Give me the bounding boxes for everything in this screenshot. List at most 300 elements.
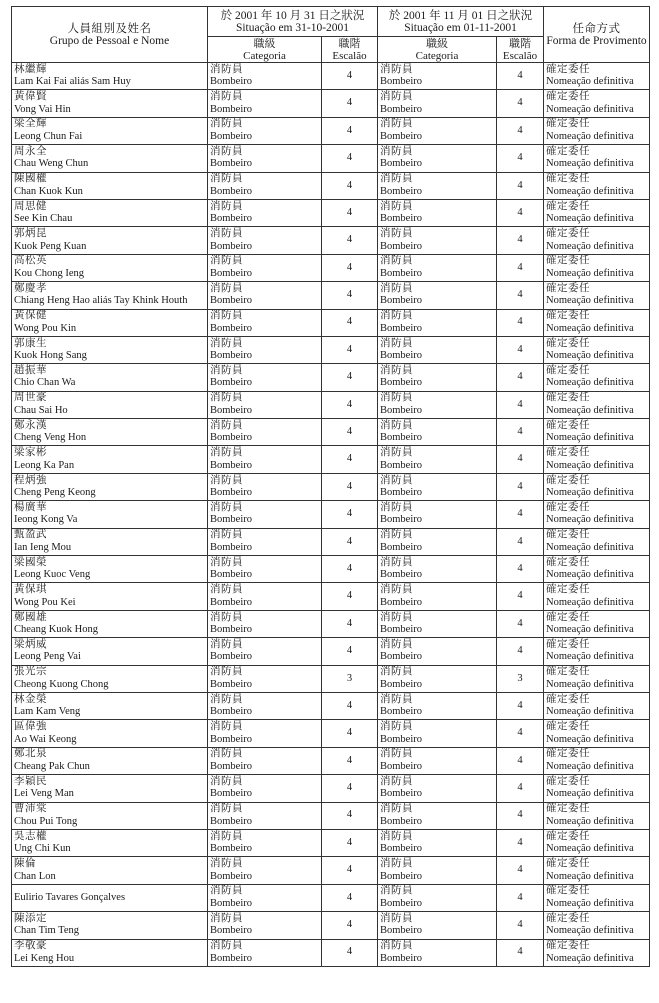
category-before-pt: Categoria <box>243 49 286 62</box>
method-zh: 確定委任 <box>546 611 591 623</box>
level-after-pt: Escalão <box>502 49 538 62</box>
category-pt: Bombeiro <box>210 843 252 855</box>
method-cell <box>544 90 650 117</box>
method-zh: 確定委任 <box>546 638 591 650</box>
method-pt: Nomeação definitiva <box>546 733 634 745</box>
level-after-cell: 4 <box>497 610 544 637</box>
method-zh: 確定委任 <box>546 584 591 596</box>
method-pt: Nomeação definitiva <box>546 624 634 635</box>
method-cell <box>544 145 650 172</box>
category-before-cell <box>208 227 322 254</box>
category-pt: Bombeiro <box>380 322 422 334</box>
category-pt: Bombeiro <box>210 952 252 964</box>
name-pt: Wong Pou Kin <box>14 322 77 334</box>
category-zh: 消防員 <box>210 200 243 212</box>
category-zh: 消防員 <box>210 91 243 103</box>
category-after-cell <box>378 90 497 117</box>
level-before-cell: 4 <box>322 391 378 418</box>
name-header-pt: Grupo de Pessoal e Nome <box>49 34 170 47</box>
name-zh: 趙振華 <box>14 364 47 376</box>
category-pt: Bombeiro <box>380 596 422 608</box>
name-zh: 梁國榮 <box>14 556 47 568</box>
category-zh: 消防員 <box>380 310 413 322</box>
name-pt: Ian Ieng Mou <box>14 541 72 553</box>
method-cell <box>544 254 650 281</box>
table-row <box>12 282 650 309</box>
level-before-cell: 4 <box>322 692 378 719</box>
name-zh: 郭炳昆 <box>14 228 47 240</box>
method-cell <box>544 829 650 856</box>
category-zh: 消防員 <box>210 118 243 130</box>
name-cell <box>12 638 208 665</box>
category-zh: 消防員 <box>210 556 243 568</box>
method-cell <box>544 501 650 528</box>
level-after-cell: 4 <box>497 556 544 583</box>
category-after-cell <box>378 692 497 719</box>
method-pt: Nomeação definitiva <box>546 870 634 882</box>
method-zh: 確定委任 <box>546 255 591 267</box>
category-before-cell <box>208 117 322 144</box>
situation-before-header <box>208 7 378 37</box>
method-pt: Nomeação definitiva <box>546 350 634 362</box>
name-pt: Cheang Pak Chun <box>14 760 90 772</box>
category-pt: Bombeiro <box>380 788 422 800</box>
name-pt: Cheang Kuok Hong <box>14 624 98 635</box>
category-after-cell <box>378 419 497 446</box>
category-after-cell <box>378 364 497 391</box>
name-zh: 楊廣華 <box>14 501 47 513</box>
method-zh: 確定委任 <box>546 392 591 404</box>
method-zh: 確定委任 <box>546 803 591 815</box>
name-zh: 陳國權 <box>14 173 47 185</box>
method-cell <box>544 309 650 336</box>
category-pt: Bombeiro <box>380 651 422 663</box>
method-cell <box>544 665 650 692</box>
category-zh: 消防員 <box>380 200 413 212</box>
name-zh: 張光宗 <box>14 666 47 678</box>
method-pt: Nomeação definitiva <box>546 541 634 553</box>
category-before-cell <box>208 199 322 226</box>
category-pt: Bombeiro <box>210 487 252 499</box>
category-pt: Bombeiro <box>210 213 252 225</box>
level-after-cell: 4 <box>497 364 544 391</box>
category-before-cell <box>208 473 322 500</box>
name-pt: Chio Chan Wa <box>14 377 76 389</box>
method-cell <box>544 610 650 637</box>
name-cell <box>12 446 208 473</box>
name-pt: See Kin Chau <box>14 213 73 225</box>
method-pt: Nomeação definitiva <box>546 843 634 855</box>
level-before-pt: Escalão <box>332 49 367 62</box>
category-zh: 消防員 <box>210 145 243 157</box>
method-cell <box>544 227 650 254</box>
method-zh: 確定委任 <box>546 556 591 568</box>
table-body <box>12 63 650 967</box>
category-zh: 消防員 <box>210 611 243 623</box>
category-pt: Bombeiro <box>210 130 252 142</box>
category-zh: 消防員 <box>380 228 413 240</box>
table-row <box>12 473 650 500</box>
category-zh: 消防員 <box>210 912 243 924</box>
method-pt: Nomeação definitiva <box>546 952 634 964</box>
category-after-cell <box>378 63 497 90</box>
name-pt: Ao Wai Keong <box>14 733 77 745</box>
category-pt: Bombeiro <box>380 541 422 553</box>
category-pt: Bombeiro <box>380 459 422 471</box>
category-before-cell <box>208 638 322 665</box>
category-zh: 消防員 <box>210 830 243 842</box>
table-row <box>12 583 650 610</box>
method-zh: 確定委任 <box>546 419 591 431</box>
category-after-cell <box>378 117 497 144</box>
table-row <box>12 775 650 802</box>
name-cell <box>12 117 208 144</box>
category-pt: Bombeiro <box>210 377 252 389</box>
situation-before-zh: 於 2001 年 10 月 31 日之狀況 <box>220 9 365 22</box>
method-zh: 確定委任 <box>546 337 591 349</box>
category-zh: 消防員 <box>210 173 243 185</box>
level-after-cell: 4 <box>497 63 544 90</box>
category-zh: 消防員 <box>380 337 413 349</box>
category-after-cell <box>378 638 497 665</box>
category-pt: Bombeiro <box>210 432 252 444</box>
category-pt: Bombeiro <box>380 678 422 690</box>
category-before-cell <box>208 446 322 473</box>
method-cell <box>544 446 650 473</box>
method-cell <box>544 391 650 418</box>
method-pt: Nomeação definitiva <box>546 185 634 197</box>
method-cell <box>544 939 650 966</box>
method-header-pt: Forma de Provimento <box>546 34 647 47</box>
category-before-cell <box>208 172 322 199</box>
method-cell <box>544 199 650 226</box>
category-before-cell <box>208 282 322 309</box>
method-cell <box>544 282 650 309</box>
name-zh: 區偉強 <box>14 721 47 733</box>
name-zh: 吳志權 <box>14 830 47 842</box>
category-after-header <box>378 37 497 63</box>
category-pt: Bombeiro <box>380 760 422 772</box>
situation-after-header <box>378 7 544 37</box>
level-after-cell: 4 <box>497 90 544 117</box>
table-row <box>12 336 650 363</box>
category-pt: Bombeiro <box>210 404 252 416</box>
method-zh: 確定委任 <box>546 912 591 924</box>
category-after-cell <box>378 172 497 199</box>
name-zh: 鄭慶孝 <box>14 282 47 294</box>
method-pt: Nomeação definitiva <box>546 596 634 608</box>
category-pt: Bombeiro <box>380 295 422 307</box>
name-pt: Leong Peng Vai <box>14 651 81 663</box>
level-before-header <box>322 37 378 63</box>
category-pt: Bombeiro <box>380 815 422 827</box>
method-cell <box>544 364 650 391</box>
category-before-cell <box>208 145 322 172</box>
category-zh: 消防員 <box>380 529 413 541</box>
category-zh: 消防員 <box>210 803 243 815</box>
category-zh: 消防員 <box>210 255 243 267</box>
category-zh: 消防員 <box>210 337 243 349</box>
category-pt: Bombeiro <box>210 706 252 718</box>
category-zh: 消防員 <box>380 912 413 924</box>
category-pt: Bombeiro <box>380 487 422 499</box>
level-before-cell: 4 <box>322 501 378 528</box>
method-cell <box>544 638 650 665</box>
name-zh: 黃保琪 <box>14 584 47 596</box>
name-cell <box>12 391 208 418</box>
method-pt: Nomeação definitiva <box>546 130 634 142</box>
name-zh: 李穎民 <box>14 775 47 787</box>
category-zh: 消防員 <box>210 364 243 376</box>
name-cell <box>12 884 208 911</box>
name-zh: 曹沛棠 <box>14 803 47 815</box>
name-zh: 梁全輝 <box>14 118 47 130</box>
level-before-cell: 4 <box>322 90 378 117</box>
category-zh: 消防員 <box>380 364 413 376</box>
category-zh: 消防員 <box>380 556 413 568</box>
table-row <box>12 720 650 747</box>
category-pt: Bombeiro <box>210 459 252 471</box>
name-zh: 梁家彬 <box>14 447 47 459</box>
name-cell <box>12 610 208 637</box>
table-row <box>12 802 650 829</box>
category-zh: 消防員 <box>380 91 413 103</box>
category-before-cell <box>208 556 322 583</box>
table-row <box>12 391 650 418</box>
level-before-cell: 4 <box>322 720 378 747</box>
name-cell <box>12 665 208 692</box>
category-before-cell <box>208 912 322 939</box>
situation-before-pt: Situação em 31-10-2001 <box>235 21 350 34</box>
category-pt: Bombeiro <box>210 185 252 197</box>
level-after-cell: 4 <box>497 254 544 281</box>
table-row <box>12 63 650 90</box>
method-pt: Nomeação definitiva <box>546 432 634 444</box>
category-before-cell <box>208 364 322 391</box>
category-zh: 消防員 <box>380 584 413 596</box>
category-pt: Bombeiro <box>210 103 252 115</box>
category-zh: 消防員 <box>380 63 413 75</box>
level-before-cell: 4 <box>322 583 378 610</box>
method-cell <box>544 63 650 90</box>
method-cell <box>544 912 650 939</box>
category-zh: 消防員 <box>210 501 243 513</box>
method-cell <box>544 419 650 446</box>
name-zh: 陳添定 <box>14 912 47 924</box>
name-zh: 程炳強 <box>14 474 47 486</box>
category-zh: 消防員 <box>380 693 413 705</box>
method-zh: 確定委任 <box>546 775 591 787</box>
name-cell <box>12 282 208 309</box>
name-pt: Leong Kuoc Veng <box>14 569 91 581</box>
category-pt: Bombeiro <box>210 350 252 362</box>
method-pt: Nomeação definitiva <box>546 514 634 526</box>
name-cell <box>12 172 208 199</box>
method-zh: 確定委任 <box>546 228 591 240</box>
level-after-zh: 職階 <box>509 37 531 50</box>
level-after-cell: 4 <box>497 939 544 966</box>
method-zh: 確定委任 <box>546 310 591 322</box>
level-before-cell: 4 <box>322 254 378 281</box>
method-header-zh: 任命方式 <box>572 22 621 35</box>
category-after-cell <box>378 857 497 884</box>
level-after-cell: 4 <box>497 857 544 884</box>
category-before-cell <box>208 501 322 528</box>
category-zh: 消防員 <box>380 940 413 952</box>
category-pt: Bombeiro <box>380 897 422 909</box>
name-cell <box>12 802 208 829</box>
name-pt: Cheng Peng Keong <box>14 487 96 499</box>
category-zh: 消防員 <box>210 858 243 870</box>
method-pt: Nomeação definitiva <box>546 267 634 279</box>
name-zh: 梁炳威 <box>14 638 47 650</box>
category-after-cell <box>378 775 497 802</box>
category-zh: 消防員 <box>210 63 243 75</box>
method-pt: Nomeação definitiva <box>546 295 634 307</box>
category-pt: Bombeiro <box>210 596 252 608</box>
category-zh: 消防員 <box>210 447 243 459</box>
method-zh: 確定委任 <box>546 666 591 678</box>
category-after-cell <box>378 884 497 911</box>
name-pt: Chou Pui Tong <box>14 815 78 827</box>
table-row <box>12 939 650 966</box>
table-row <box>12 172 650 199</box>
category-pt: Bombeiro <box>210 678 252 690</box>
category-pt: Bombeiro <box>380 213 422 225</box>
level-before-cell: 4 <box>322 419 378 446</box>
level-after-cell: 4 <box>497 199 544 226</box>
category-before-cell <box>208 829 322 856</box>
category-zh: 消防員 <box>210 940 243 952</box>
category-before-cell <box>208 528 322 555</box>
category-zh: 消防員 <box>380 145 413 157</box>
category-before-cell <box>208 802 322 829</box>
level-after-cell: 4 <box>497 227 544 254</box>
category-zh: 消防員 <box>210 666 243 678</box>
category-pt: Bombeiro <box>210 815 252 827</box>
category-before-cell <box>208 419 322 446</box>
category-pt: Bombeiro <box>380 158 422 170</box>
level-before-cell: 4 <box>322 145 378 172</box>
category-before-cell <box>208 391 322 418</box>
method-zh: 確定委任 <box>546 474 591 486</box>
category-before-cell <box>208 720 322 747</box>
category-pt: Bombeiro <box>210 158 252 170</box>
category-after-cell <box>378 720 497 747</box>
method-pt: Nomeação definitiva <box>546 678 634 690</box>
category-after-cell <box>378 802 497 829</box>
name-pt: Cheong Kuong Chong <box>14 678 109 690</box>
level-before-cell: 4 <box>322 117 378 144</box>
name-cell <box>12 528 208 555</box>
level-after-cell: 4 <box>497 775 544 802</box>
category-after-cell <box>378 912 497 939</box>
category-after-cell <box>378 610 497 637</box>
method-zh: 確定委任 <box>546 447 591 459</box>
method-pt: Nomeação definitiva <box>546 213 634 225</box>
category-after-cell <box>378 583 497 610</box>
method-column-header <box>544 7 650 63</box>
name-zh: 郭康生 <box>14 337 47 349</box>
method-zh: 確定委任 <box>546 693 591 705</box>
name-cell <box>12 90 208 117</box>
name-pt: Kuok Hong Sang <box>14 350 87 362</box>
category-zh: 消防員 <box>380 447 413 459</box>
category-zh: 消防員 <box>380 885 413 897</box>
category-after-cell <box>378 665 497 692</box>
category-zh: 消防員 <box>380 474 413 486</box>
category-zh: 消防員 <box>380 638 413 650</box>
method-cell <box>544 802 650 829</box>
method-zh: 確定委任 <box>546 282 591 294</box>
name-cell <box>12 419 208 446</box>
category-before-cell <box>208 665 322 692</box>
level-before-cell: 4 <box>322 912 378 939</box>
category-pt: Bombeiro <box>380 267 422 279</box>
category-zh: 消防員 <box>210 885 243 897</box>
name-cell <box>12 720 208 747</box>
method-pt: Nomeação definitiva <box>546 925 634 937</box>
method-cell <box>544 747 650 774</box>
name-cell <box>12 254 208 281</box>
method-pt: Nomeação definitiva <box>546 158 634 170</box>
level-after-cell: 4 <box>497 501 544 528</box>
level-before-cell: 4 <box>322 829 378 856</box>
category-before-cell <box>208 63 322 90</box>
category-zh: 消防員 <box>380 830 413 842</box>
method-zh: 確定委任 <box>546 940 591 952</box>
personnel-table <box>11 6 650 967</box>
category-after-cell <box>378 747 497 774</box>
name-zh: 周永全 <box>14 145 47 157</box>
category-before-cell <box>208 336 322 363</box>
method-zh: 確定委任 <box>546 63 591 75</box>
name-zh: 鄭國雄 <box>14 611 47 623</box>
level-after-cell: 4 <box>497 172 544 199</box>
method-cell <box>544 583 650 610</box>
name-zh: 鄭永漢 <box>14 419 47 431</box>
category-pt: Bombeiro <box>210 788 252 800</box>
level-after-cell: 4 <box>497 117 544 144</box>
category-pt: Bombeiro <box>210 322 252 334</box>
category-after-cell <box>378 446 497 473</box>
category-before-cell <box>208 857 322 884</box>
level-before-cell: 4 <box>322 638 378 665</box>
category-zh: 消防員 <box>380 392 413 404</box>
method-pt: Nomeação definitiva <box>546 404 634 416</box>
level-before-cell: 4 <box>322 309 378 336</box>
name-column-header <box>12 7 208 63</box>
category-pt: Bombeiro <box>380 185 422 197</box>
name-cell <box>12 473 208 500</box>
category-after-cell <box>378 254 497 281</box>
level-before-zh: 職階 <box>338 37 361 50</box>
name-cell <box>12 939 208 966</box>
category-pt: Bombeiro <box>210 925 252 937</box>
category-zh: 消防員 <box>210 310 243 322</box>
level-before-cell: 4 <box>322 857 378 884</box>
level-before-cell: 4 <box>322 199 378 226</box>
table-row <box>12 857 650 884</box>
level-before-cell: 4 <box>322 610 378 637</box>
table-row <box>12 199 650 226</box>
category-zh: 消防員 <box>380 721 413 733</box>
level-after-cell: 4 <box>497 473 544 500</box>
category-pt: Bombeiro <box>210 295 252 307</box>
level-before-cell: 4 <box>322 775 378 802</box>
method-cell <box>544 692 650 719</box>
table-row <box>12 884 650 911</box>
